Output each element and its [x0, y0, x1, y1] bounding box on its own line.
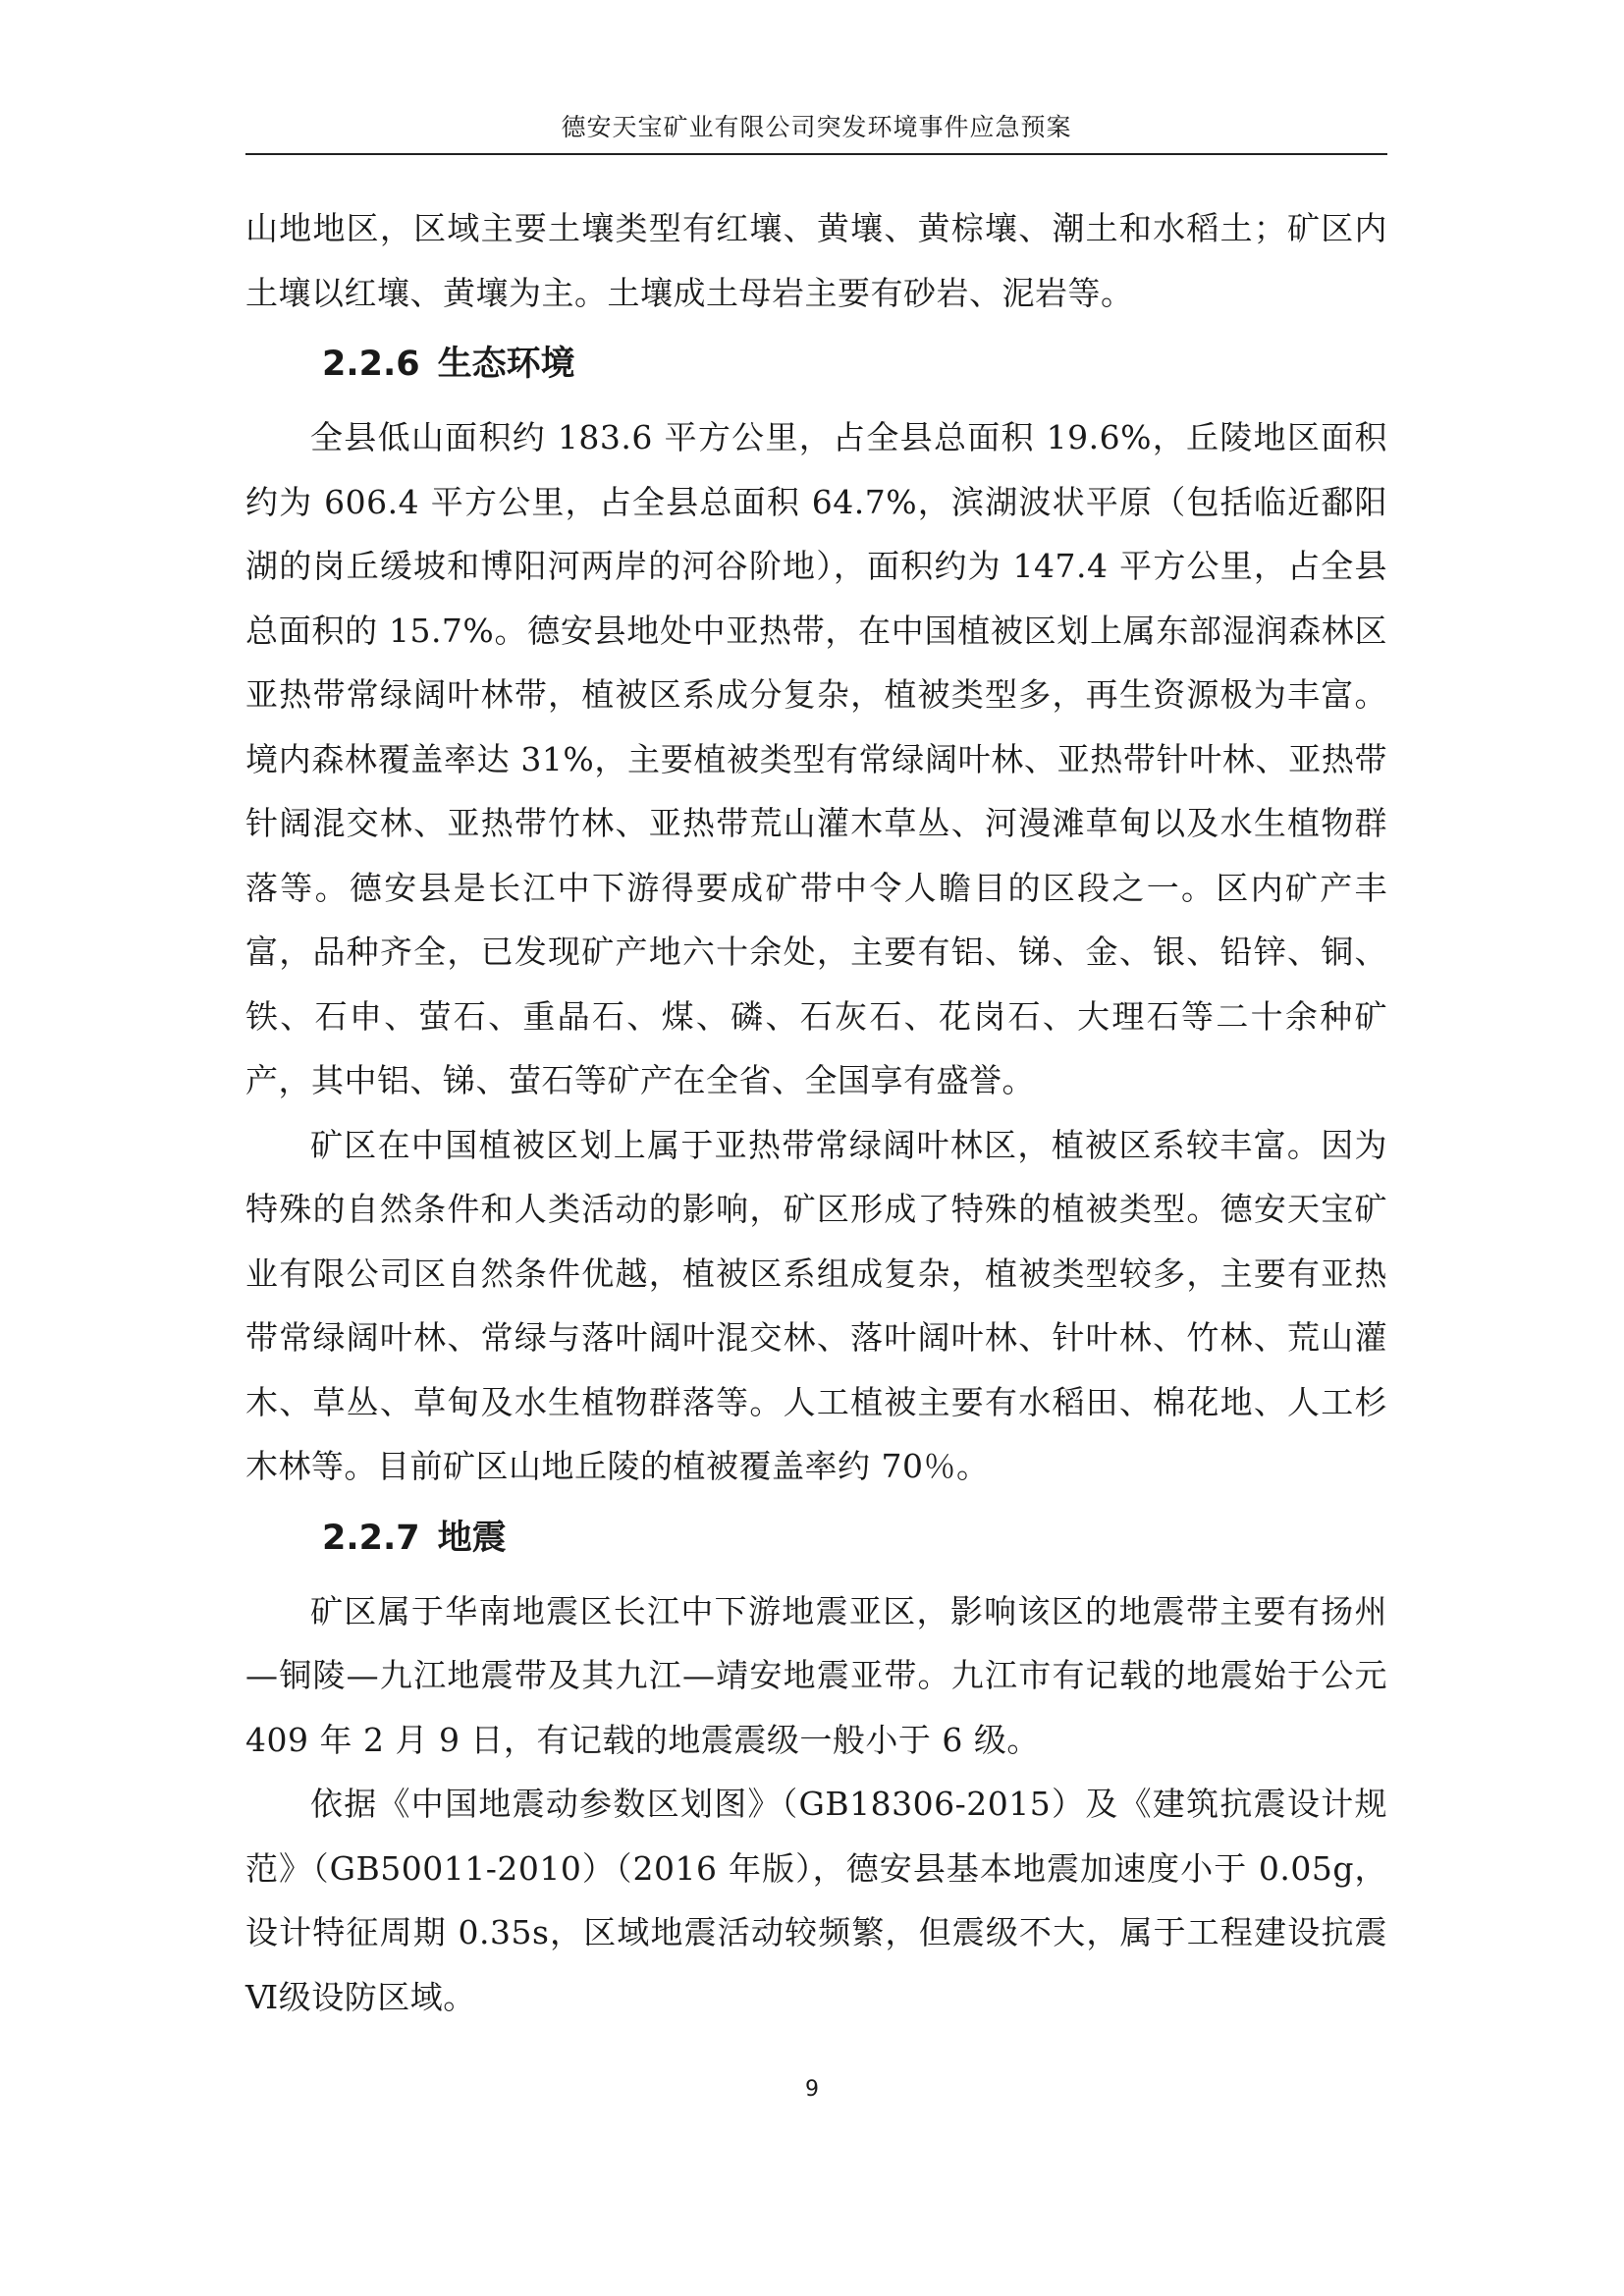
page-number: 9 [805, 2077, 819, 2102]
paragraph-earthquake-1: 矿区属于华南地震区长江中下游地震亚区，影响该区的地震带主要有扬州—铜陵—九江地震带及其九江—靖安地震亚带。九江市有记载的地震始于公元 409 年 2 月 9 日，有记载的地震震级一般小于 6 级。 [245, 1591, 1387, 1759]
header-title: 德安天宝矿业有限公司突发环境事件应急预案 [561, 113, 1072, 141]
section-title-text: 生态环境 [437, 345, 575, 384]
section-heading-ecology [245, 331, 1387, 398]
paragraph-soil-continuation: 山地地区，区域主要土壤类型有红壤、黄壤、黄棕壤、潮土和水稻土；矿区内土壤以红壤、黄壤为主。土壤成土母岩主要有砂岩、泥岩等。 [245, 209, 1387, 312]
section-number: 2.2.7 [322, 1518, 420, 1558]
section-heading-earthquake [245, 1505, 1387, 1572]
document-body [245, 196, 1387, 2029]
paragraph-ecology-2: 矿区在中国植被区划上属于亚热带常绿阔叶林区，植被区系较丰富。因为特殊的自然条件和人类活动的影响，矿区形成了特殊的植被类型。德安天宝矿业有限公司区自然条件优越，植被区系组成复杂，植被类型较多，主要有亚热带常绿阔叶林、常绿与落叶阔叶混交林、落叶阔叶林、针叶林、竹林、荒山灌木、草丛、草甸及水生植物群落等。人工植被主要有水稻田、棉花地、人工杉木林等。目前矿区山地丘陵的植被覆盖率约 70％。 [245, 1125, 1387, 1485]
paragraph-earthquake-2: 依据《中国地震动参数区划图》（GB18306-2015）及《建筑抗震设计规范》（GB50011-2010）（2016 年版），德安县基本地震加速度小于 0.05g，设计特征周期 0.35s，区域地震活动较频繁，但震级不大，属于工程建设抗震Ⅵ级设防区域。 [245, 1785, 1387, 2016]
paragraph-ecology-1: 全县低山面积约 183.6 平方公里，占全县总面积 19.6%，丘陵地区面积约为 606.4 平方公里，占全县总面积 64.7%，滨湖波状平原（包括临近鄱阳湖的岗丘缓坡和博阳河两岸的河谷阶地），面积约为 147.4 平方公里，占全县总面积的 15.7%。德安县地处中亚热带，在中国植被区划上属东部湿润森林区亚热带常绿阔叶林带，植被区系成分复杂，植被类型多，再生资源极为丰富。境内森林覆盖率达 31%，主要植被类型有常绿阔叶林、亚热带针叶林、亚热带针阔混交林、亚热带竹林、亚热带荒山灌木草丛、河漫滩草甸以及水生植物群落等。德安县是长江中下游得要成矿带中令人瞻目的区段之一。区内矿产丰富，品种齐全，已发现矿产地六十余处，主要有铝、锑、金、银、铅锌、铜、铁、石申、萤石、重晶石、煤、磷、石灰石、花岗石、大理石等二十余种矿产，其中铝、锑、萤石等矿产在全省、全国享有盛誉。 [245, 418, 1387, 1099]
section-number: 2.2.6 [322, 345, 420, 384]
section-title-text: 地震 [437, 1518, 507, 1558]
page-header [245, 110, 1387, 155]
